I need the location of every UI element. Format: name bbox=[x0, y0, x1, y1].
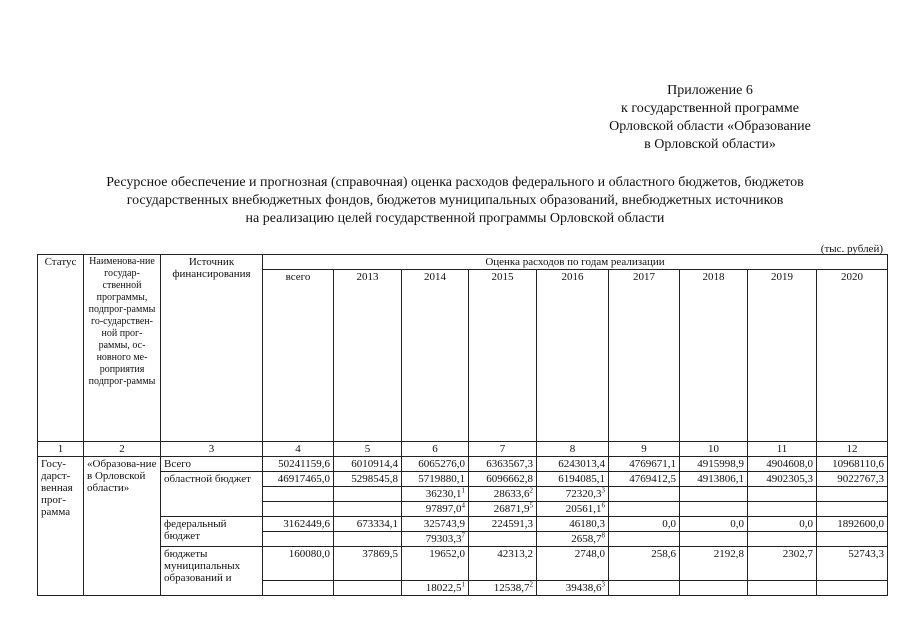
cell-value: 2658,7$^8$ bbox=[537, 532, 609, 547]
cell-value: 26871,9$^5$ bbox=[469, 502, 537, 517]
cell-empty bbox=[609, 487, 680, 502]
cell-empty bbox=[609, 581, 680, 596]
cell-value: 325743,9 bbox=[402, 517, 469, 532]
cell-value: 97897,0$^4$ bbox=[402, 502, 469, 517]
cell-value: 4769671,1 bbox=[609, 457, 680, 472]
cell-value: 0,0 bbox=[680, 517, 748, 532]
header-year-2014: 2014 bbox=[402, 270, 469, 442]
cell-value: 50241159,6 bbox=[263, 457, 334, 472]
cell-value: 2748,0 bbox=[537, 547, 609, 581]
cell-value: 6065276,0 bbox=[402, 457, 469, 472]
appendix-line-4: в Орловской области» bbox=[644, 137, 776, 152]
cell-empty bbox=[609, 532, 680, 547]
cell-value: 673334,1 bbox=[334, 517, 402, 532]
table-row-federal bbox=[38, 517, 888, 532]
title-line-1: Ресурсное обеспечение и прогнозная (справочная) оценка расходов федерального и областного бюджетов, бюджетов bbox=[106, 175, 804, 190]
cell-value: 160080,0 bbox=[263, 547, 334, 581]
cell-value: 0,0 bbox=[609, 517, 680, 532]
header-year-2017: 2017 bbox=[609, 270, 680, 442]
cell-value: 79303,3$^7$ bbox=[402, 532, 469, 547]
appendix-line-3: Орловской области «Образование bbox=[609, 119, 811, 134]
cell-value: 5719880,1 bbox=[402, 472, 469, 487]
cell-value: 46917465,0 bbox=[263, 472, 334, 487]
col-num: 1 bbox=[38, 442, 84, 457]
col-num: 4 bbox=[263, 442, 334, 457]
cell-empty bbox=[817, 581, 888, 596]
cell-value: 12538,7$^2$ bbox=[469, 581, 537, 596]
header-status: Статус bbox=[38, 255, 84, 442]
cell-empty bbox=[748, 581, 817, 596]
cell-empty bbox=[680, 487, 748, 502]
cell-source-regional: областной бюджет bbox=[161, 472, 263, 517]
cell-value: 4913806,1 bbox=[680, 472, 748, 487]
cell-empty bbox=[469, 532, 537, 547]
cell-value: 52743,3 bbox=[817, 547, 888, 581]
cell-value: 10968110,6 bbox=[817, 457, 888, 472]
cell-value: 4904608,0 bbox=[748, 457, 817, 472]
cell-empty bbox=[334, 532, 402, 547]
header-year-2013: 2013 bbox=[334, 270, 402, 442]
cell-value: 6243013,4 bbox=[537, 457, 609, 472]
cell-value: 2302,7 bbox=[748, 547, 817, 581]
header-year-2015: 2015 bbox=[469, 270, 537, 442]
cell-empty bbox=[680, 502, 748, 517]
cell-value: 3162449,6 bbox=[263, 517, 334, 532]
table-row-total bbox=[38, 457, 888, 472]
cell-value: 20561,1$^6$ bbox=[537, 502, 609, 517]
cell-value: 1892600,0 bbox=[817, 517, 888, 532]
cell-empty bbox=[263, 532, 334, 547]
col-num: 5 bbox=[334, 442, 402, 457]
col-num: 2 bbox=[84, 442, 161, 457]
cell-value: 224591,3 bbox=[469, 517, 537, 532]
cell-empty bbox=[748, 502, 817, 517]
cell-empty bbox=[263, 487, 334, 502]
col-num: 12 bbox=[817, 442, 888, 457]
column-number-row bbox=[38, 442, 888, 457]
table-row-regional bbox=[38, 472, 888, 487]
col-num: 7 bbox=[469, 442, 537, 457]
header-name: Наименова-ние государ-ственной программы, подпрог-раммы го-сударствен-ной прог-раммы, ос-новного ме-роприятия подпрог-раммы bbox=[84, 255, 161, 442]
header-estimate: Оценка расходов по годам реализации bbox=[263, 255, 888, 270]
cell-empty bbox=[334, 502, 402, 517]
cell-empty bbox=[817, 532, 888, 547]
cell-value: 37869,5 bbox=[334, 547, 402, 581]
cell-source-municipal: бюджеты муниципальных образований и bbox=[161, 547, 263, 596]
cell-value: 6010914,4 bbox=[334, 457, 402, 472]
cell-empty bbox=[680, 532, 748, 547]
header-year-total: всего bbox=[263, 270, 334, 442]
appendix-block bbox=[560, 82, 860, 154]
cell-value: 18022,5$^1$ bbox=[402, 581, 469, 596]
appendix-line-2: к государственной программе bbox=[621, 101, 799, 116]
cell-value: 36230,1$^1$ bbox=[402, 487, 469, 502]
cell-value: 9022767,3 bbox=[817, 472, 888, 487]
cell-value: 2192,8 bbox=[680, 547, 748, 581]
cell-value: 6096662,8 bbox=[469, 472, 537, 487]
col-num: 9 bbox=[609, 442, 680, 457]
cell-empty bbox=[334, 581, 402, 596]
title-line-3: на реализацию целей государственной программы Орловской области bbox=[245, 211, 665, 226]
units-label: (тыс. рублей) bbox=[820, 243, 883, 255]
cell-value: 6363567,3 bbox=[469, 457, 537, 472]
cell-value: 4769412,5 bbox=[609, 472, 680, 487]
cell-value: 4915998,9 bbox=[680, 457, 748, 472]
col-num: 11 bbox=[748, 442, 817, 457]
cell-empty bbox=[334, 487, 402, 502]
cell-empty bbox=[263, 581, 334, 596]
cell-source-federal: федеральный бюджет bbox=[161, 517, 263, 547]
cell-empty bbox=[748, 532, 817, 547]
cell-value: 42313,2 bbox=[469, 547, 537, 581]
col-num: 3 bbox=[161, 442, 263, 457]
document-title bbox=[40, 174, 870, 228]
col-num: 6 bbox=[402, 442, 469, 457]
cell-value: 258,6 bbox=[609, 547, 680, 581]
budget-table bbox=[37, 254, 888, 596]
cell-empty bbox=[263, 502, 334, 517]
cell-value: 4902305,3 bbox=[748, 472, 817, 487]
col-num: 10 bbox=[680, 442, 748, 457]
cell-status: Госу-дарст-венная прог-рамма bbox=[38, 457, 84, 596]
cell-source-total: Всего bbox=[161, 457, 263, 472]
header-row-1 bbox=[38, 255, 888, 270]
cell-empty bbox=[817, 502, 888, 517]
cell-empty bbox=[748, 487, 817, 502]
cell-value: 39438,6$^3$ bbox=[537, 581, 609, 596]
cell-empty bbox=[609, 502, 680, 517]
title-line-2: государственных внебюджетных фондов, бюджетов муниципальных образований, внебюджетных источников bbox=[126, 193, 784, 208]
table-row-municipal bbox=[38, 547, 888, 581]
cell-value: 19652,0 bbox=[402, 547, 469, 581]
header-year-2016: 2016 bbox=[537, 270, 609, 442]
header-source: Источник финансирования bbox=[161, 255, 263, 442]
appendix-line-1: Приложение 6 bbox=[667, 83, 753, 98]
cell-value: 0,0 bbox=[748, 517, 817, 532]
cell-empty bbox=[680, 581, 748, 596]
cell-value: 5298545,8 bbox=[334, 472, 402, 487]
cell-value: 6194085,1 bbox=[537, 472, 609, 487]
cell-value: 46180,3 bbox=[537, 517, 609, 532]
cell-program-name: «Образова-ние в Орловской области» bbox=[84, 457, 161, 596]
header-year-2018: 2018 bbox=[680, 270, 748, 442]
header-year-2020: 2020 bbox=[817, 270, 888, 442]
col-num: 8 bbox=[537, 442, 609, 457]
cell-value: 28633,6$^2$ bbox=[469, 487, 537, 502]
cell-empty bbox=[817, 487, 888, 502]
header-year-2019: 2019 bbox=[748, 270, 817, 442]
cell-value: 72320,3$^3$ bbox=[537, 487, 609, 502]
